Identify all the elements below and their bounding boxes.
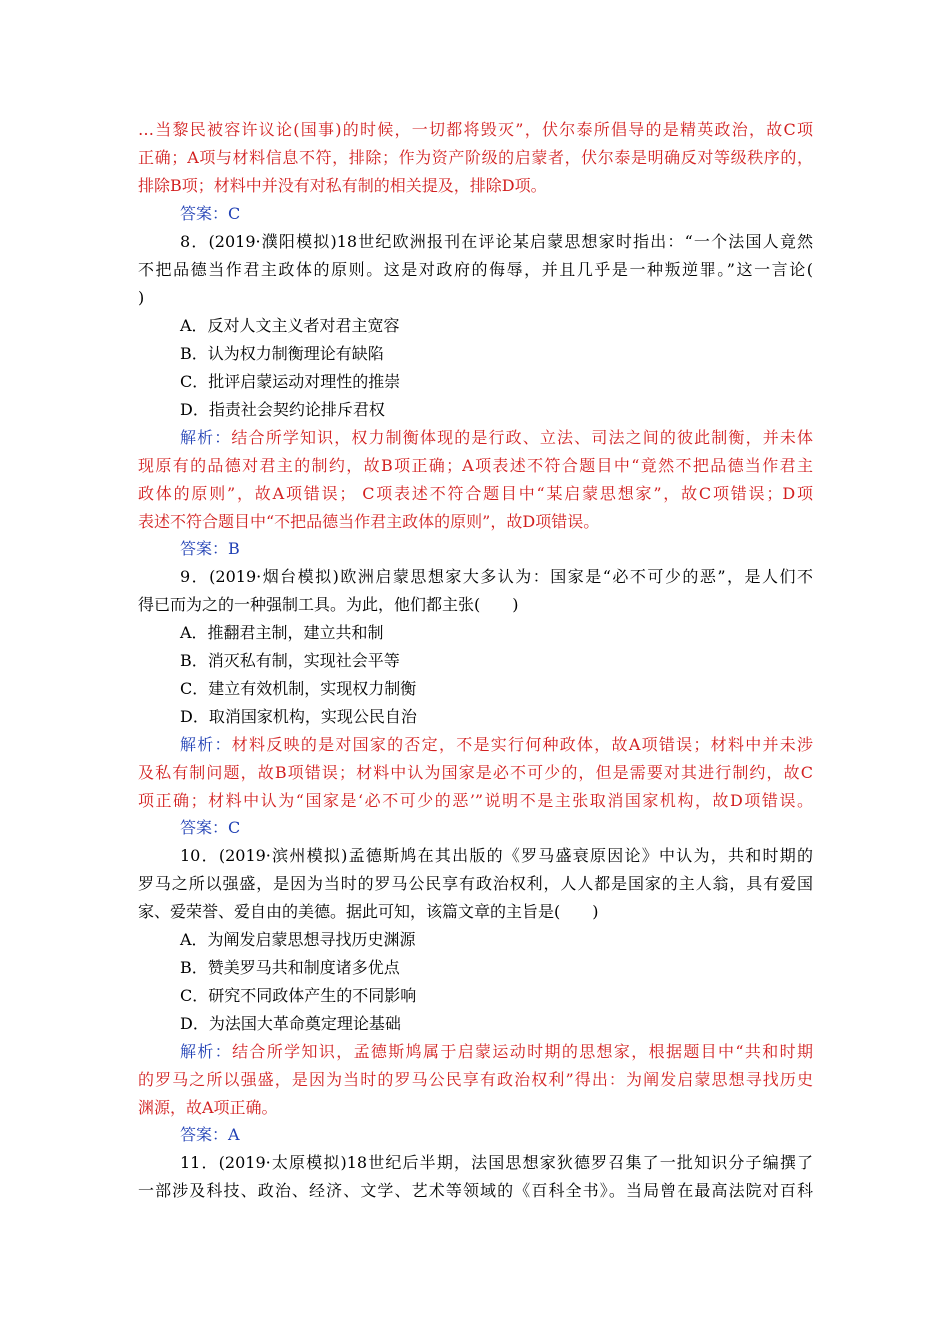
- q9-option-a: A．推翻君主制，建立共和制: [180, 623, 384, 642]
- analysis-text: 材料反映的是对国家的否定，不是实行何种政体，故A项错误；材料中并未涉: [231, 735, 813, 754]
- analysis-label: 解析：: [180, 735, 232, 754]
- q10-option-d: D．为法国大革命奠定理论基础: [180, 1014, 401, 1033]
- analysis-text: 结合所学知识，孟德斯鸠属于启蒙运动时期的思想家，根据题目中“共和时期: [232, 1042, 813, 1061]
- answer-value: A: [228, 1125, 240, 1144]
- q8-option-a: A．反对人文主义者对君主宽容: [180, 316, 400, 335]
- q10-option-a: A．为阐发启蒙思想寻找历史渊源: [180, 930, 416, 949]
- analysis-label: 解析：: [180, 1042, 233, 1061]
- q7-answer: [180, 202, 813, 226]
- q7-analysis-line-2: 正确；A项与材料信息不符，排除；作为资产阶级的启蒙者，伏尔泰是明确反对等级秩序的，: [138, 148, 813, 167]
- answer-label: 答案：: [180, 1125, 229, 1144]
- q10-stem-line-3: 家、爱荣誉、爱自由的美德。据此可知，该篇文章的主旨是( ): [138, 902, 599, 921]
- q8-answer: [180, 537, 813, 561]
- q9-option-c: C．建立有效机制，实现权力制衡: [180, 679, 417, 698]
- analysis-text: 结合所学知识，权力制衡体现的是行政、立法、司法之间的彼此制衡，并未体: [231, 428, 813, 447]
- q11-stem-line-2: 一部涉及科技、政治、经济、文学、艺术等领域的《百科全书》。当局曾在最高法院对百科: [138, 1181, 813, 1200]
- q10-option-b: B．赞美罗马共和制度诸多优点: [180, 958, 400, 977]
- q9-stem-line-1: 9．(2019·烟台模拟)欧洲启蒙思想家大多认为：国家是“必不可少的恶”，是人们不: [180, 567, 813, 586]
- q8-stem-line-2: 不把品德当作君主政体的原则。这是对政府的侮辱，并且几乎是一种叛逆罪。”这一言论(: [138, 260, 813, 279]
- q10-analysis-line-3: 渊源，故A项正确。: [138, 1098, 278, 1117]
- q8-option-c: C．批评启蒙运动对理性的推崇: [180, 372, 401, 391]
- q10-analysis-line-1: [180, 1040, 813, 1064]
- q9-answer: [180, 816, 813, 840]
- q8-stem-line-3: ): [138, 288, 145, 307]
- q8-analysis-line-3: 政体的原则”，故A项错误； C项表述不符合题目中“某启蒙思想家”，故C项错误；D项: [138, 484, 813, 503]
- q7-analysis-line-3: 排除B项；材料中并没有对私有制的相关提及，排除D项。: [138, 176, 547, 195]
- q9-analysis-line-3: 项正确；材料中认为“国家是‘必不可少的恶’”说明不是主张取消国家机构，故D项错误。: [138, 791, 813, 810]
- q8-analysis-line-4: 表述不符合题目中“不把品德当作君主政体的原则”，故D项错误。: [138, 512, 600, 531]
- analysis-label: 解析：: [180, 428, 232, 447]
- q10-analysis-line-2: 的罗马之所以强盛，是因为当时的罗马公民享有政治权利”得出：为阐发启蒙思想寻找历史: [138, 1070, 813, 1089]
- q10-stem-line-2: 罗马之所以强盛，是因为当时的罗马公民享有政治权利，人人都是国家的主人翁，具有爱国: [138, 874, 813, 893]
- answer-label: 答案：: [180, 539, 229, 558]
- answer-value: C: [228, 204, 241, 223]
- q11-stem-line-1: 11．(2019·太原模拟)18世纪后半期，法国思想家狄德罗召集了一批知识分子编撰了: [180, 1153, 813, 1172]
- q8-analysis-line-1: [180, 426, 813, 450]
- answer-value: B: [228, 539, 240, 558]
- q9-analysis-line-2: 及私有制问题，故B项错误；材料中认为国家是必不可少的，但是需要对其进行制约，故C: [138, 763, 813, 782]
- q10-answer: [180, 1123, 813, 1147]
- q9-stem-line-2: 得已而为之的一种强制工具。为此，他们都主张( ): [138, 595, 519, 614]
- q9-analysis-line-1: [180, 733, 813, 757]
- q8-option-d: D．指责社会契约论排斥君权: [180, 400, 385, 419]
- answer-label: 答案：: [180, 818, 229, 837]
- q8-stem-line-1: 8．(2019·濮阳模拟)18世纪欧洲报刊在评论某启蒙思想家时指出：“一个法国人竟然: [180, 232, 813, 251]
- q8-option-b: B．认为权力制衡理论有缺陷: [180, 344, 384, 363]
- q10-option-c: C．研究不同政体产生的不同影响: [180, 986, 417, 1005]
- q9-option-b: B．消灭私有制，实现社会平等: [180, 651, 400, 670]
- q10-stem-line-1: 10．(2019·滨州模拟)孟德斯鸠在其出版的《罗马盛衰原因论》中认为，共和时期的: [180, 846, 813, 865]
- answer-value: C: [228, 818, 241, 837]
- q7-analysis-line-1: …当黎民被容许议论(国事)的时候，一切都将毁灭”，伏尔泰所倡导的是精英政治，故C项: [138, 120, 813, 139]
- q9-option-d: D．取消国家机构，实现公民自治: [180, 707, 417, 726]
- answer-label: 答案：: [180, 204, 229, 223]
- q8-analysis-line-2: 现原有的品德对君主的制约，故B项正确；A项表述不符合题目中“竟然不把品德当作君主: [138, 456, 813, 475]
